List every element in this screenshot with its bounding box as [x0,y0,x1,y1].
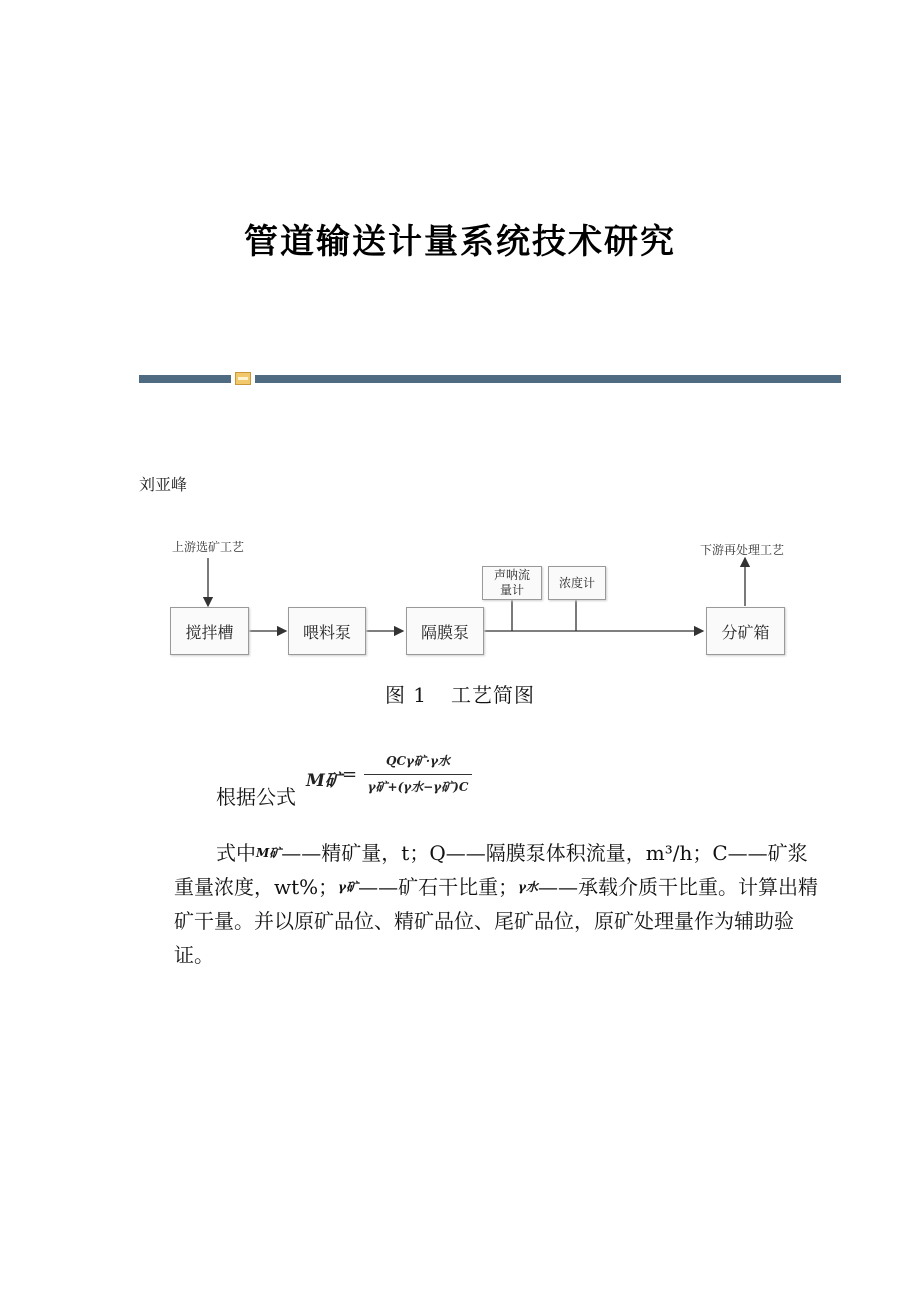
symbol-m-ore: M矿 [256,846,282,860]
figure-caption [0,679,920,708]
para-text-b: ——矿石干比重； [358,875,519,899]
flowmeter-label-line2: 量计 [499,583,524,597]
downstream-label: 下游再处理工艺 [700,543,785,557]
formula-numerator: QCγ矿·γ水 [385,754,451,768]
distribution-box: 分矿箱 [706,607,785,655]
author-name: 刘亚峰 [139,475,188,494]
header-rule-right [255,375,841,383]
formula [306,752,476,802]
body-paragraph [174,836,824,972]
figure-number: 图 1 [384,683,428,707]
figure-title: 工艺简图 [451,683,536,707]
flowmeter-label-line1: 声呐流 [493,568,530,582]
document-title: 管道输送计量系统技术研究 [244,222,676,262]
formula-equals: = [342,764,358,785]
sonar-flowmeter-box [482,566,542,600]
header-rule-left [139,375,231,383]
para-prefix: 式中 [216,841,256,865]
formula-denominator: γ矿+(γ水−γ矿)C [367,780,469,794]
formula-lhs: M矿 [306,771,342,791]
para-text-a: ——精矿量，t；Q——隔膜泵体积流量，m³/h；C——矿浆重量浓度，wt%； [174,841,808,899]
mixing-tank-box: 搅拌槽 [170,607,249,655]
symbol-gamma-water: γ水 [518,880,539,894]
symbol-gamma-ore: γ矿 [338,880,359,894]
formula-intro: 根据公式 [216,785,296,809]
feed-pump-box: 喂料泵 [288,607,366,655]
densitometer-box: 浓度计 [548,566,606,600]
formula-fraction-bar [364,774,472,775]
para-text-c: ——承载介质干比重。计算出精矿干量。并以原矿品位、精矿品位、尾矿品位，原矿处理量作为辅助验证。 [174,875,819,967]
diaphragm-pump-box: 隔膜泵 [406,607,484,655]
mail-icon [235,372,251,385]
upstream-label: 上游选矿工艺 [172,540,245,554]
